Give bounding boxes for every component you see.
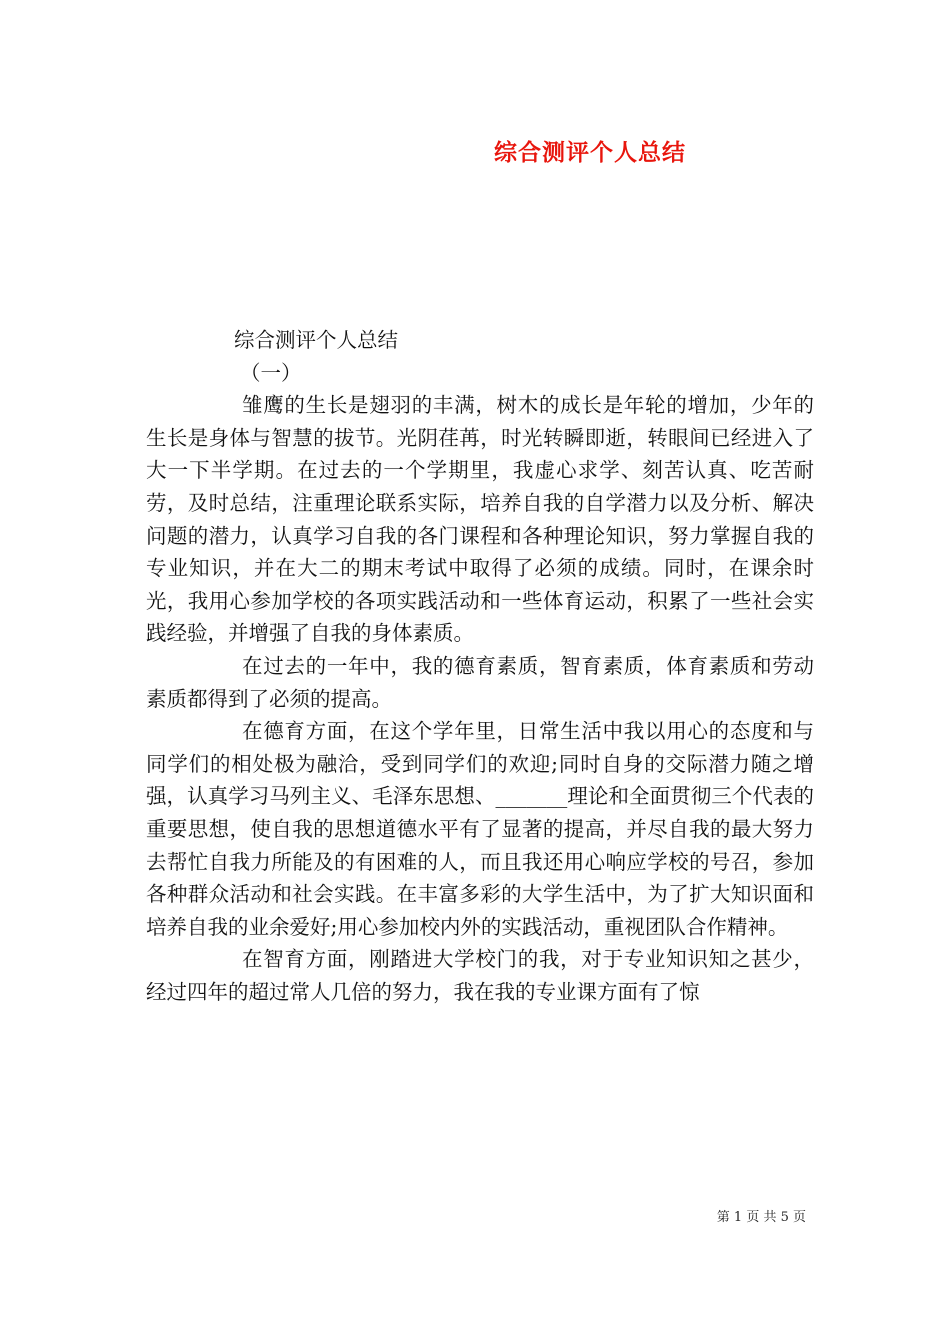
- paragraph: 在德育方面，在这个学年里，日常生活中我以用心的态度和与同学们的相处极为融洽，受到同学们的欢迎;同时自身的交际潜力随之增强，认真学习马列主义、毛泽东思想、_______理论和全面贯彻三个代表的重要思想，使自我的思想道德水平有了显著的提高，并尽自我的最大努力去帮忙自我力所能及的有困难的人，而且我还用心响应学校的号召，参加各种群众活动和社会实践。在丰富多彩的大学生活中，为了扩大知识面和培养自我的业余爱好;用心参加校内外的实践活动，重视团队合作精神。: [146, 719, 814, 939]
- paragraph: 在过去的一年中，我的德育素质，智育素质，体育素质和劳动素质都得到了必须的提高。: [146, 653, 814, 711]
- paragraph: 雏鹰的生长是翅羽的丰满，树木的成长是年轮的增加，少年的生长是身体与智慧的拔节。光阴荏苒，时光转瞬即逝，转眼间已经进入了大一下半学期。在过去的一个学期里，我虚心求学、刻苦认真、吃苦耐劳，及时总结，注重理论联系实际，培养自我的自学潜力以及分析、解决问题的潜力，认真学习自我的各门课程和各种理论知识，努力掌握自我的专业知识，并在大二的期末考试中取得了必须的成绩。同时，在课余时光，我用心参加学校的各项实践活动和一些体育运动，积累了一些社会实践经验，并增强了自我的身体素质。: [146, 393, 814, 646]
- document-title: 综合测评个人总结: [494, 139, 686, 166]
- document-body: [146, 324, 814, 1008]
- paragraph: 在智育方面，刚踏进大学校门的我，对于专业知识知之甚少，经过四年的超过常人几倍的努力，我在我的专业课方面有了惊: [146, 947, 814, 1004]
- page-number: 第 1 页 共 5 页: [716, 1210, 806, 1225]
- section-marker: （一）: [240, 360, 302, 385]
- subtitle: 综合测评个人总结: [234, 328, 398, 352]
